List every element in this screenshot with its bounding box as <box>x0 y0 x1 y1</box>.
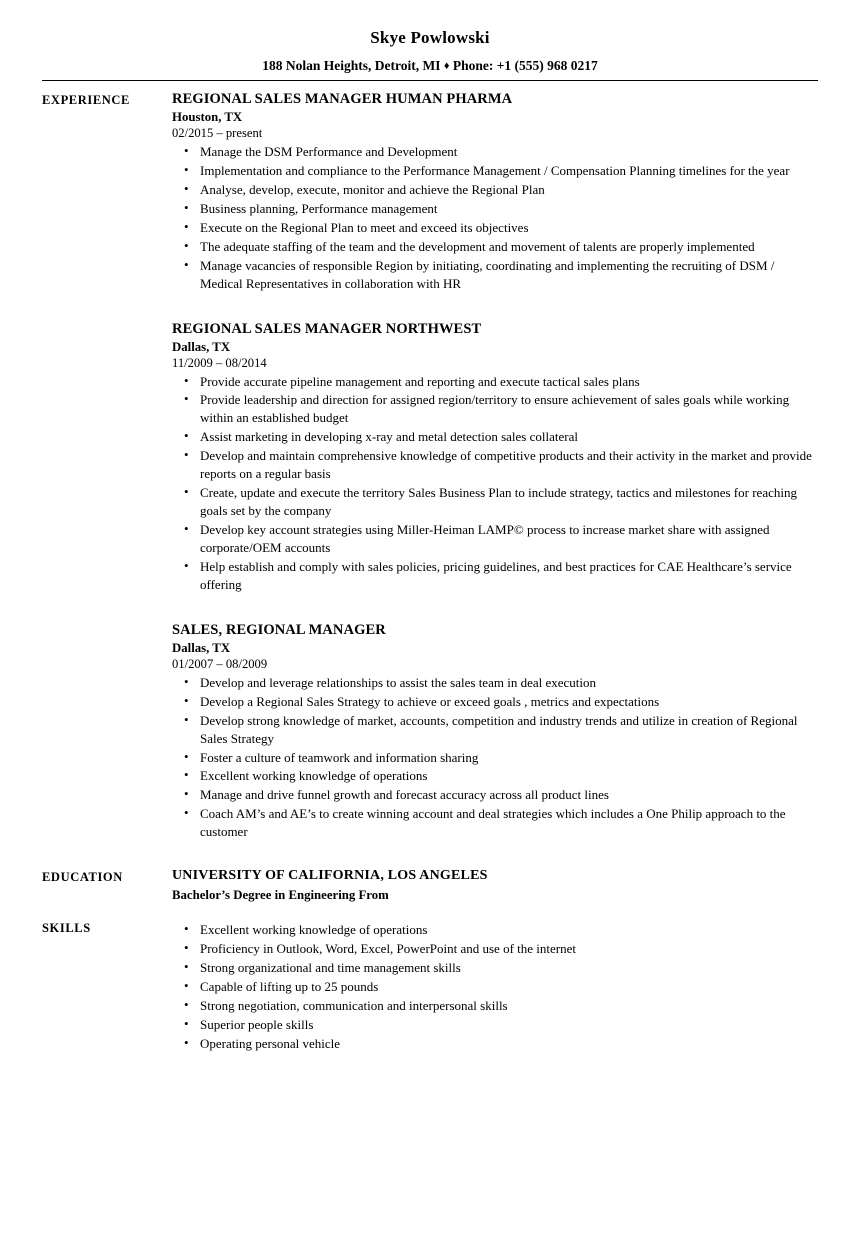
experience-section <box>42 91 818 842</box>
list-item: • Proficiency in Outlook, Word, Excel, PowerPoint and use of the internet <box>172 940 818 958</box>
list-item: • Excellent working knowledge of operations <box>172 767 818 785</box>
job-title: REGIONAL SALES MANAGER HUMAN PHARMA <box>172 91 513 107</box>
job-bullets <box>172 674 818 841</box>
header-divider <box>42 80 818 81</box>
skills-section-label: SKILLS <box>42 921 91 936</box>
skills-section <box>42 919 818 1054</box>
list-item: • Business planning, Performance management <box>172 200 818 218</box>
list-item: • Provide leadership and direction for assigned region/territory to ensure achievement of sales goals while working within an established budget <box>172 391 818 427</box>
education-section <box>42 868 818 903</box>
list-item: • Assist marketing in developing x-ray and metal detection sales collateral <box>172 428 818 446</box>
list-item: • Execute on the Regional Plan to meet and exceed its objectives <box>172 219 818 237</box>
list-item: • Implementation and compliance to the Performance Management / Compensation Planning timelines for the year <box>172 162 818 180</box>
list-item: • Manage and drive funnel growth and forecast accuracy across all product lines <box>172 786 818 804</box>
job-location: Houston, TX <box>172 110 243 124</box>
list-item: • Provide accurate pipeline management and reporting and execute tactical sales plans <box>172 373 818 391</box>
education-degree: Bachelor’s Degree in Engineering From <box>172 888 389 903</box>
job-title: REGIONAL SALES MANAGER NORTHWEST <box>172 320 482 337</box>
list-item: • Manage vacancies of responsible Region by initiating, coordinating and implementing the recruiting of DSM / Medical Representatives in collaboration with HR <box>172 257 818 293</box>
list-item: • Create, update and execute the territory Sales Business Plan to include strategy, tactics and milestones for reaching goals set by the company <box>172 484 818 520</box>
contact-address: 188 Nolan Heights, Detroit, MI <box>262 58 441 73</box>
list-item: • Analyse, develop, execute, monitor and achieve the Regional Plan <box>172 181 818 199</box>
list-item: • Coach AM’s and AE’s to create winning account and deal strategies which includes a One Philip approach to the customer <box>172 805 818 841</box>
job-dates: 11/2009 – 08/2014 <box>172 355 267 370</box>
education-school: UNIVERSITY OF CALIFORNIA, LOS ANGELES <box>172 868 488 884</box>
list-item: • Strong organizational and time management skills <box>172 959 818 977</box>
experience-section-label: EXPERIENCE <box>42 93 130 107</box>
list-item: • Develop key account strategies using Miller-Heiman LAMP© process to increase market share with assigned corporate/OEM accounts <box>172 521 818 557</box>
experience-entry <box>172 321 818 594</box>
list-item: • Superior people skills <box>172 1016 818 1034</box>
list-item: • Capable of lifting up to 25 pounds <box>172 978 818 996</box>
contact-line <box>42 58 818 74</box>
job-title: SALES, REGIONAL MANAGER <box>172 621 386 638</box>
list-item: • Develop and maintain comprehensive knowledge of competitive products and their activity in the market and provide reports on a regular basis <box>172 447 818 483</box>
job-bullets <box>172 373 818 594</box>
list-item: • Develop and leverage relationships to assist the sales team in deal execution <box>172 674 818 692</box>
list-item: • Excellent working knowledge of operations <box>172 921 818 939</box>
job-dates: 01/2007 – 08/2009 <box>172 656 268 671</box>
list-item: • Manage the DSM Performance and Development <box>172 143 818 161</box>
spacer <box>42 842 818 868</box>
candidate-name: Skye Powlowski <box>370 28 490 47</box>
experience-entry <box>172 91 818 293</box>
list-item: • Strong negotiation, communication and interpersonal skills <box>172 997 818 1015</box>
education-section-body <box>160 868 818 903</box>
experience-entry <box>172 622 818 841</box>
list-item: • Foster a culture of teamwork and information sharing <box>172 749 818 767</box>
job-dates: 02/2015 – present <box>172 126 263 140</box>
contact-phone: Phone: +1 (555) 968 0217 <box>452 58 598 73</box>
list-item: • Develop strong knowledge of market, accounts, competition and industry trends and utilize in creation of Regional Sales Strategy <box>172 712 818 748</box>
spacer <box>42 903 818 919</box>
list-item: • Operating personal vehicle <box>172 1035 818 1053</box>
education-section-label: EDUCATION <box>42 870 123 885</box>
skills-bullets <box>172 921 818 1053</box>
experience-section-body <box>160 91 818 842</box>
list-item: • The adequate staffing of the team and the development and movement of talents are properly implemented <box>172 238 818 256</box>
diamond-separator-icon: ♦ <box>443 60 450 72</box>
skills-section-body <box>160 919 818 1054</box>
job-location: Dallas, TX <box>172 339 231 354</box>
list-item: • Develop a Regional Sales Strategy to achieve or exceed goals , metrics and expectations <box>172 693 818 711</box>
job-bullets <box>172 143 818 293</box>
list-item: • Help establish and comply with sales policies, pricing guidelines, and best practices for CAE Healthcare’s service offering <box>172 558 818 594</box>
job-location: Dallas, TX <box>172 640 231 655</box>
